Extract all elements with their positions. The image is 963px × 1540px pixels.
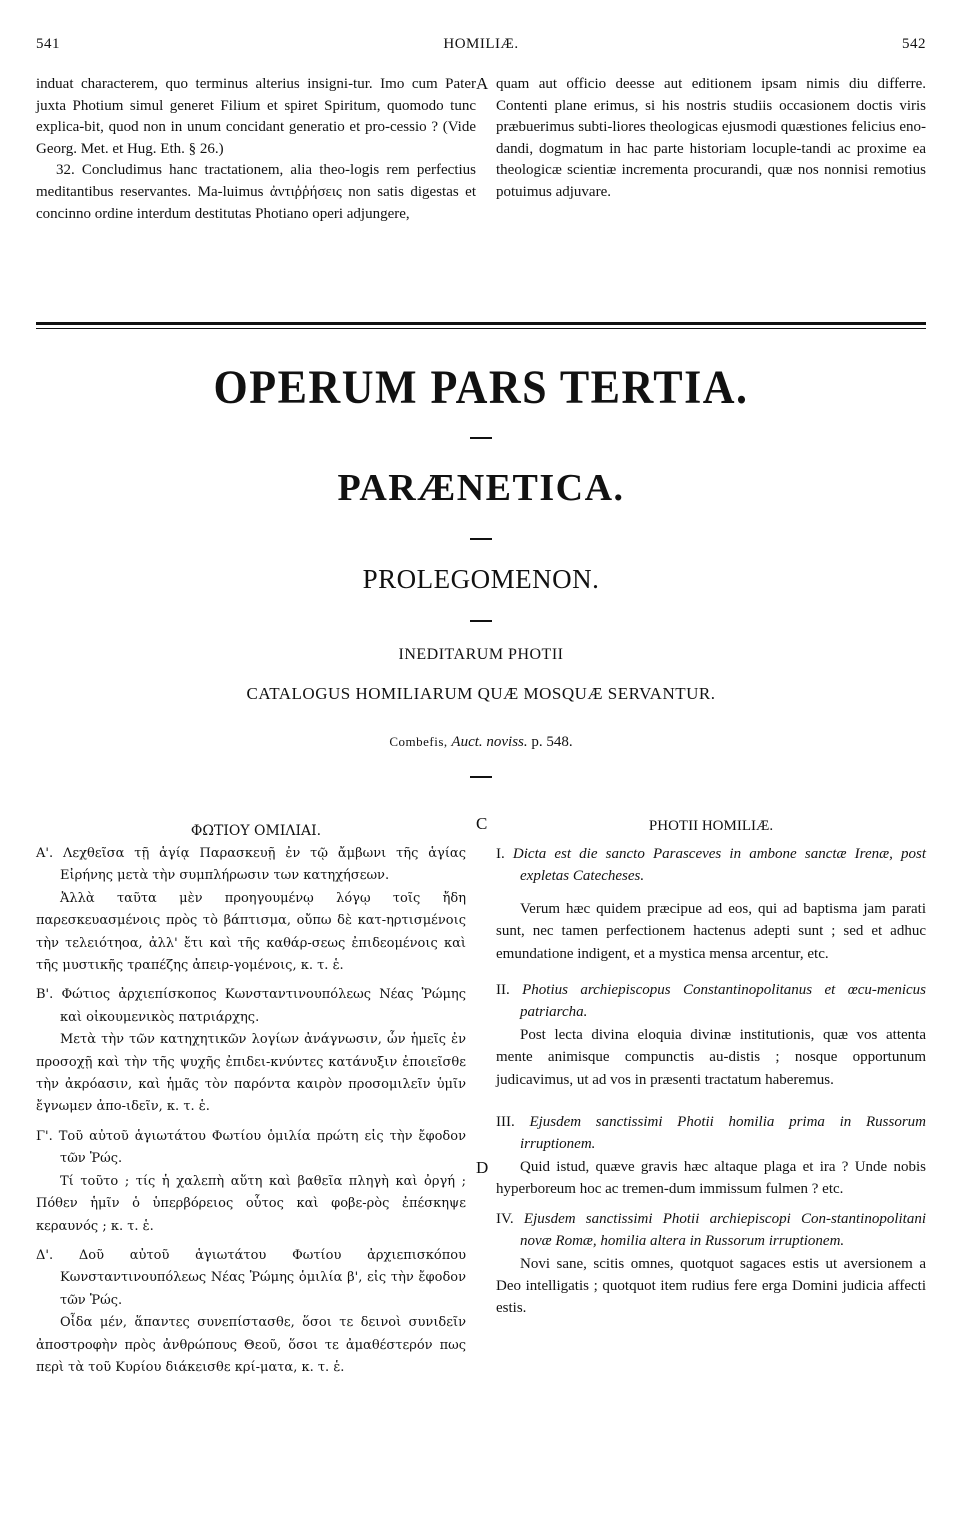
entry-text: Μετὰ τὴν τῶν κατηχητικῶν λογίων ἀνάγνωσιν, ὧν ἡμεῖς ἐν προσοχῇ καὶ τὴν τῆς ψυχῆς ἐπιδει-κνύντες κατάνυξιν ἐποιεῖσθε τὴν ἀκρόασιν, καὶ ἡμᾶς τὸν παρόντα καιρὸν προσομιλεῖν ὑμῖν ἔγνωμεν ἀπο-ιδεῖν, κ. τ. ἑ. [36,1032,466,1115]
entry-number: Α'. [36,846,54,861]
title-prolegomenon: PROLEGOMENON. [362,564,600,594]
latin-entry-2 [496,979,926,1091]
greek-entry-4 [36,1245,466,1379]
entry-number: II. [496,982,510,999]
entry-number: Γ'. [36,1128,53,1144]
entry-title: Ejusdem sanctissimi Photii archiepiscopi Con-stantinopolitani novæ Romæ, homilia altera in Russorum irruptionem. [520,1210,926,1250]
margin-marker-a: A [476,74,489,93]
entry-number: IV. [496,1210,514,1227]
entry-title: Τοῦ αὐτοῦ ἁγιωτάτου Φωτίου ὁμιλία πρώτη εἰς τὴν ἔφοδον τῶν Ῥώς. [58,1128,466,1167]
entry-title: Photius archiepiscopus Constantinopolitanus et œcu-menicus patriarcha. [520,982,927,1021]
margin-marker-d: D [476,1158,489,1177]
running-title: HOMILIÆ. [443,36,519,52]
subtitle-catalogus: CATALOGUS HOMILIARUM QUÆ MOSQUÆ SERVANTUR. [246,684,716,703]
entry-number: I. [496,846,505,862]
page-number-right: 542 [902,36,926,52]
title-dash [470,538,492,540]
top-right-column [496,74,926,204]
entry-number: III. [496,1114,515,1131]
latin-entries [496,843,926,1327]
divider-rule-thick [36,322,926,325]
title-dash [470,776,492,778]
entry-title: Ejusdem sanctissimi Photii homilia prima in Russorum irruptionem. [520,1114,927,1153]
title-paraenetica: PARÆNETICA. [337,467,625,509]
entry-text: Οἶδα μέν, ἅπαντες συνεπίστασθε, ὅσοι τε δεινοὶ συνιδεῖν ἀποστροφὴν πρὸς ἀνθρώπους Θεοῦ, ὅσοι τε ἀμαθέστερόν πως περὶ τὰ τοῦ Κυρίου διάκεισθε κρί-ματα, κ. τ. ἑ. [36,1315,466,1375]
title-dash [470,437,492,439]
entry-title: Λεχθεῖσα τῇ ἁγίᾳ Παρασκευῇ ἐν τῷ ἄμβωνι τῆς ἁγίας Εἰρήνης μετὰ τὴν συμπλήρωσιν των κατηχήσεων. [60,846,466,884]
entry-text: Ἀλλὰ ταῦτα μὲν προηγουμένῳ λόγῳ τοῖς ἤδη παρεσκευασμένοις πρὸς τὸ βάπτισμα, οὔπω δὲ κατ-ηρτισμένοις τὴν τελειότηοα, ἀλλ' ἔτι καὶ τῆς καθάρ-σεως ἐπιδεομένοις καὶ τῆς μυστικῆς τραπέζης ἀπειρ-γομένοις, κ. τ. ἑ. [36,890,466,974]
paragraph-32: 32. Concludimus hanc tractationem, alia theo-logis rem perfectius meditantibus reservantes. Ma-luimus ἀντιῤῥήσεις non satis digestas et concinno ordine interdum destitutas Photiano operi adjungere, [36,162,476,222]
greek-entry-1 [36,843,466,977]
latin-entry-4 [496,1208,926,1320]
greek-entries [36,843,466,1386]
source-citation [36,734,926,751]
latin-heading: PHOTII HOMILIÆ. [648,818,774,834]
title-dash [470,620,492,622]
entry-text: Novi sane, scitis omnes, quotquot sagaces estis ut aversionem a Deo intelligatis ; quotquot item rudius fere erga Domini judicia affecti estis. [496,1255,926,1317]
greek-entry-3 [36,1126,466,1238]
greek-entry-2 [36,984,466,1118]
entry-number: Δ'. [36,1247,54,1263]
greek-heading: ΦΩΤΙΟΥ ΟΜΙΛΙΑΙ. [190,823,322,839]
entry-title: Dicta est die sancto Parasceves in ambone sanctæ Irenæ, post expletas Catecheses. [512,846,926,885]
running-header [36,36,926,58]
margin-marker-c: C [476,814,488,833]
paragraph: induat characterem, quo terminus alterius insigni-tur. Imo cum Pater juxta Photium simul generet Filium et spiret Spiritum, quomodo tunc explica-bit, quod non in unum concidant generatio et pro-cessio ? (Vide Georg. Met. et Hug. Eth. § 26.) [36,76,476,157]
page-number-left: 541 [36,36,60,52]
entry-text: Quid istud, quæve gravis hæc altaque plaga et ira ? Unde nobis hyperboreum hoc ac tremen-dum immissum fulmen ? etc. [496,1158,926,1198]
latin-entry-1 [496,843,926,965]
paragraph: quam aut officio deesse aut editionem ipsam nimis diu differre. Contenti plane erimus, si his nostris studiis occasionem doctis viris præbuerimus subti-liores theologicas ejusmodi quæstiones felicius eno-dandi, dogmatum in hac parte historiam locuple-tandi ac proxime ea theologicæ scientiæ incrementa procurandi, quæ nos nonnisi remotius potuimus adjuvare. [496,76,926,200]
divider-rule-thin [36,328,926,329]
latin-entry-3 [496,1111,926,1201]
title-operum: OPERUM PARS TERTIA. [213,361,749,414]
entry-text: Verum hæc quidem præcipue ad eos, qui ad baptisma jam parati sunt, nec tamen perfectionem hactenus adepti sunt ; sed et adhuc emundatione indigent, et a mystica mensa arcentur, etc. [496,900,926,962]
subtitle-ineditarum: INEDITARUM PHOTII [398,646,564,663]
entry-title: Δοῦ αὐτοῦ ἁγιωτάτου Φωτίου ἀρχιεπισκόπου Κωνσταντινουπόλεως Νέας Ῥώμης ὁμιλία β', εἰς τὴν ἔφοδον τῶν Ῥώς. [60,1247,466,1308]
entry-title: Φώτιος ἀρχιεπίσκοπος Κωνσταντινουπόλεως Νέας Ῥώμης καὶ οἰκουμενικὸς πατριάρχης. [60,987,466,1025]
entry-number: Β'. [36,987,54,1003]
source-author: Combefis, [389,734,448,749]
entry-text: Τί τοῦτο ; τίς ἡ χαλεπὴ αὕτη καὶ βαθεῖα πληγὴ καὶ ὀργή ; Πόθεν ἡμῖν ὁ ὑπερβόρειος οὗτος καὶ φοβε-ρὸς ἐπέσκηψε κεραυνός ; κ. τ. ἑ. [36,1173,466,1234]
top-left-column [36,74,476,225]
source-page: p. 548. [531,734,573,750]
entry-text: Post lecta divina eloquia divinæ institutionis, quæ vos attenta mente animisque compunctis au-distis ; nosque opportunum judicavimus, ut ad vos in præsenti tractatum haberemus. [496,1026,926,1088]
source-work: Auct. noviss. [451,734,528,750]
